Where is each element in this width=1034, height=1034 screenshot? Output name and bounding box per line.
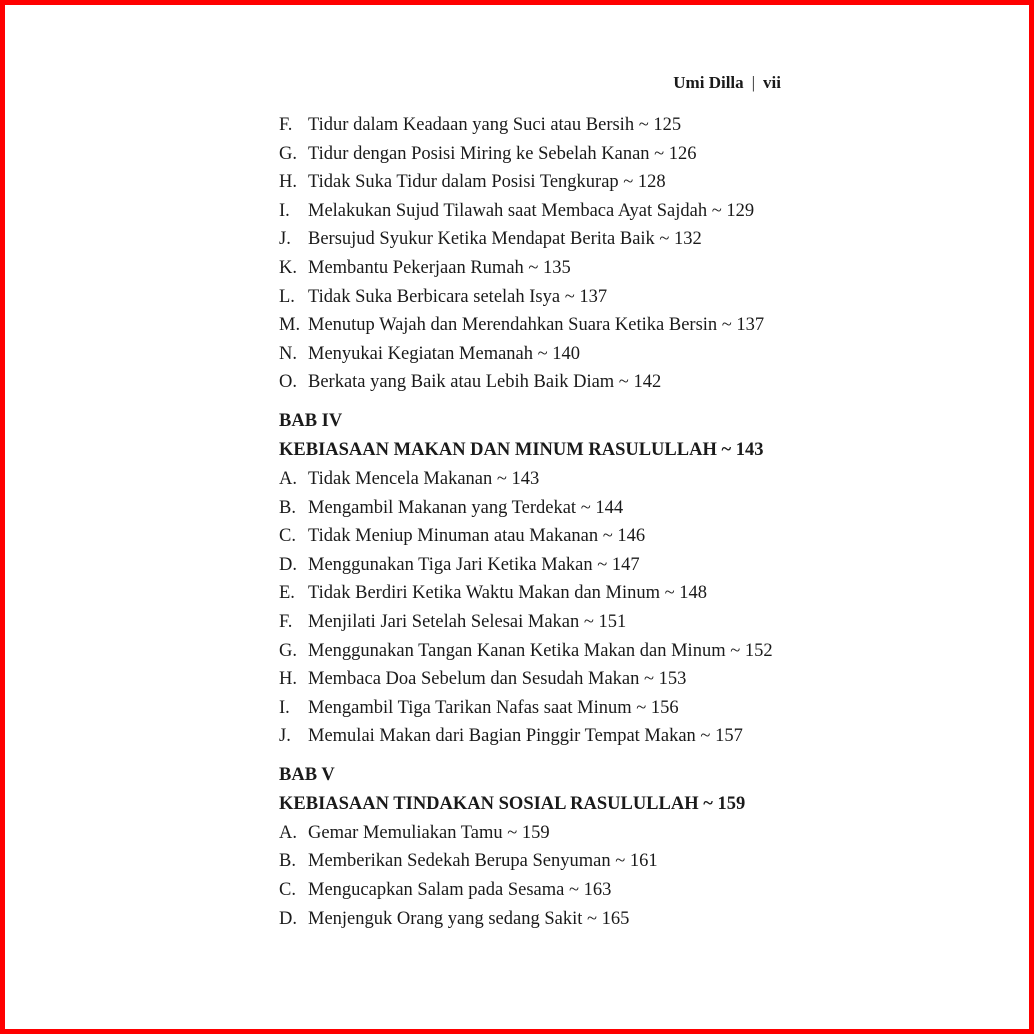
toc-item-letter: N. [279, 343, 297, 364]
toc-item-text: Tidak Suka Berbicara setelah Isya ~ 137 [308, 286, 608, 307]
toc-item [279, 637, 819, 666]
toc-item-letter: D. [279, 554, 297, 575]
toc-item-text: Menggunakan Tangan Kanan Ketika Makan dan Minum ~ 152 [308, 640, 773, 661]
toc-item-text: Bersujud Syukur Ketika Mendapat Berita Baik ~ 132 [308, 229, 702, 250]
toc-item-letter: B. [279, 497, 296, 518]
toc-item-letter: A. [279, 468, 297, 489]
table-of-contents [279, 111, 819, 933]
toc-item [279, 283, 819, 312]
toc-item-letter: J. [279, 726, 291, 747]
chapter-label: BAB IV [279, 410, 343, 431]
toc-item [279, 522, 819, 551]
toc-item-text: Gemar Memuliakan Tamu ~ 159 [308, 822, 550, 843]
toc-item-text: Menutup Wajah dan Merendahkan Suara Ketika Bersin ~ 137 [308, 315, 765, 336]
toc-item-letter: O. [279, 372, 297, 393]
toc-item [279, 722, 819, 751]
toc-item-text: Tidak Suka Tidur dalam Posisi Tengkurap ~ 128 [308, 172, 666, 193]
toc-item-letter: I. [279, 697, 290, 718]
bab3-list [279, 111, 819, 397]
toc-item-text: Tidak Mencela Makanan ~ 143 [308, 468, 540, 489]
toc-item [279, 694, 819, 723]
toc-item [279, 254, 819, 283]
toc-item-letter: G. [279, 640, 297, 661]
toc-item [279, 168, 819, 197]
bab5-section [279, 761, 819, 933]
toc-item [279, 311, 819, 340]
toc-item [279, 111, 819, 140]
toc-item-text: Tidur dengan Posisi Miring ke Sebelah Kanan ~ 126 [308, 143, 697, 164]
toc-item [279, 579, 819, 608]
toc-item [279, 876, 819, 905]
toc-item-letter: A. [279, 822, 297, 843]
toc-item-letter: C. [279, 526, 296, 547]
toc-item-text: Berkata yang Baik atau Lebih Baik Diam ~ 142 [308, 372, 662, 393]
toc-item-letter: H. [279, 172, 297, 193]
toc-item-text: Melakukan Sujud Tilawah saat Membaca Ayat Sajdah ~ 129 [308, 200, 755, 221]
toc-item [279, 905, 819, 934]
chapter-title: KEBIASAAN TINDAKAN SOSIAL RASULULLAH ~ 159 [279, 793, 746, 814]
toc-item [279, 197, 819, 226]
toc-item [279, 465, 819, 494]
toc-item [279, 665, 819, 694]
toc-item [279, 140, 819, 169]
toc-item-letter: I. [279, 200, 290, 221]
header-page-number: vii [763, 73, 781, 92]
toc-item-letter: F. [279, 611, 293, 632]
toc-item-text: Memberikan Sedekah Berupa Senyuman ~ 161 [308, 851, 658, 872]
toc-item-text: Menjenguk Orang yang sedang Sakit ~ 165 [308, 908, 630, 929]
toc-item-letter: J. [279, 229, 291, 250]
toc-item-text: Mengambil Makanan yang Terdekat ~ 144 [308, 497, 624, 518]
toc-item-text: Membantu Pekerjaan Rumah ~ 135 [308, 257, 571, 278]
toc-item-letter: C. [279, 880, 296, 901]
toc-item [279, 340, 819, 369]
chapter-label: BAB V [279, 764, 335, 785]
toc-item [279, 819, 819, 848]
toc-item-letter: K. [279, 257, 297, 278]
toc-item-text: Memulai Makan dari Bagian Pinggir Tempat Makan ~ 157 [308, 726, 743, 747]
toc-item-text: Mengambil Tiga Tarikan Nafas saat Minum ~ 156 [308, 697, 679, 718]
toc-item [279, 225, 819, 254]
toc-item [279, 847, 819, 876]
toc-item-text: Membaca Doa Sebelum dan Sesudah Makan ~ 153 [308, 669, 687, 690]
toc-item [279, 368, 819, 397]
toc-item-text: Mengucapkan Salam pada Sesama ~ 163 [308, 880, 612, 901]
chapter-title: KEBIASAAN MAKAN DAN MINUM RASULULLAH ~ 143 [279, 439, 764, 460]
toc-item-text: Tidak Meniup Minuman atau Makanan ~ 146 [308, 526, 646, 547]
toc-item-letter: B. [279, 851, 296, 872]
toc-item-letter: L. [279, 286, 295, 307]
toc-item-letter: F. [279, 115, 293, 135]
running-header [673, 73, 781, 93]
toc-item-text: Menyukai Kegiatan Memanah ~ 140 [308, 343, 581, 364]
toc-item-letter: D. [279, 908, 297, 929]
toc-item [279, 494, 819, 523]
toc-item-text: Menjilati Jari Setelah Selesai Makan ~ 151 [308, 611, 627, 632]
bab4-section [279, 407, 819, 751]
toc-item-text: Tidak Berdiri Ketika Waktu Makan dan Minum ~ 148 [308, 583, 708, 604]
header-separator: | [751, 73, 756, 92]
toc-item-letter: E. [279, 583, 295, 604]
toc-item-letter: M. [279, 315, 301, 336]
toc-item-text: Menggunakan Tiga Jari Ketika Makan ~ 147 [308, 554, 640, 575]
toc-item [279, 551, 819, 580]
toc-item [279, 608, 819, 637]
toc-item-letter: G. [279, 143, 297, 164]
toc-item-text: Tidur dalam Keadaan yang Suci atau Bersih ~ 125 [308, 115, 682, 135]
header-author: Umi Dilla [673, 73, 744, 92]
toc-item-letter: H. [279, 669, 297, 690]
